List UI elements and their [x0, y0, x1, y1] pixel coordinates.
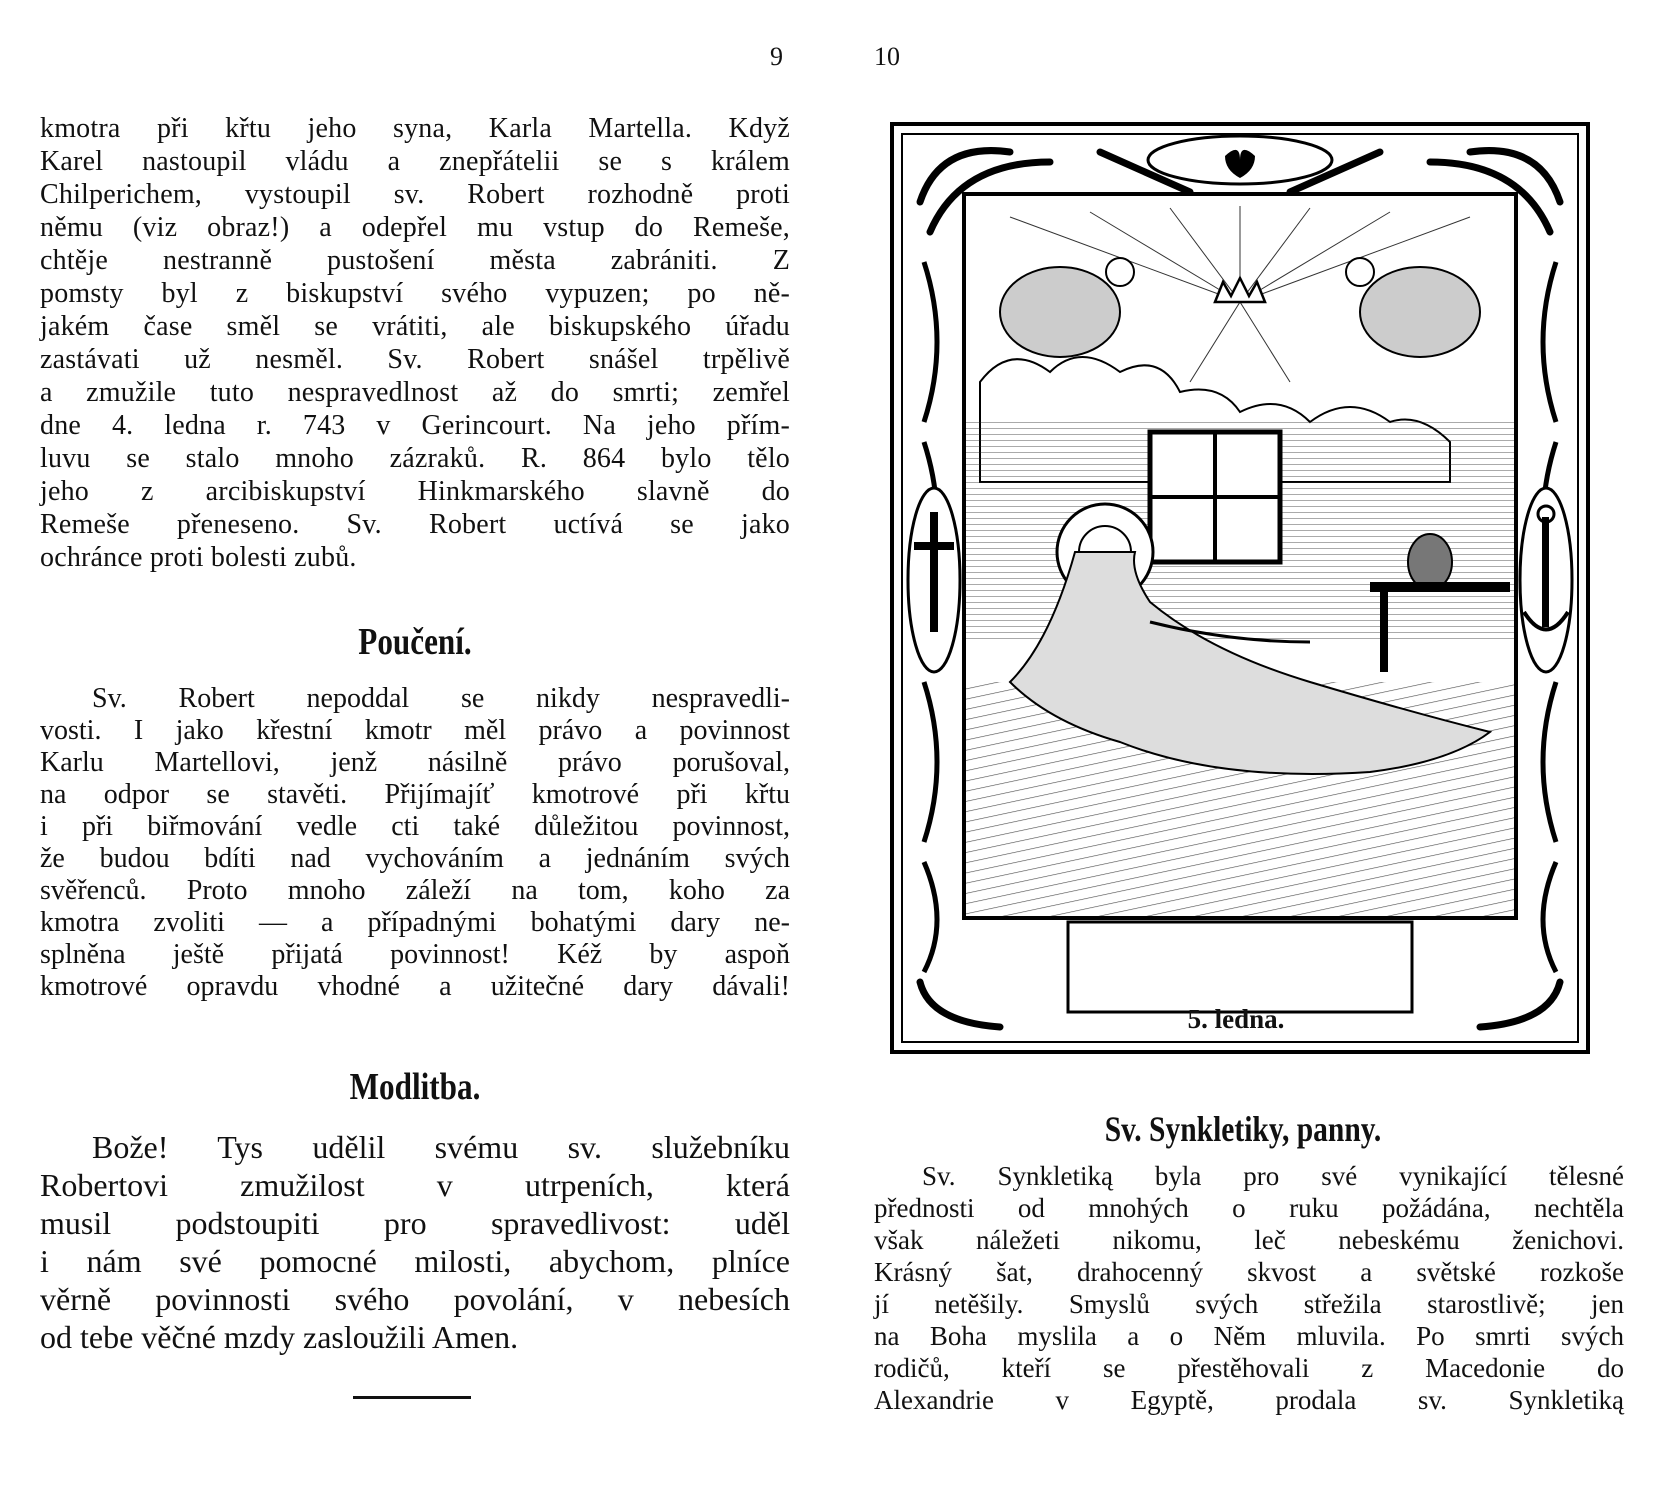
- saint-paragraph: [874, 1160, 1624, 1416]
- text-line: Sv. Robert nepoddal se nikdy nespravedli-: [92, 683, 790, 714]
- heading-instruction: Poučení.: [358, 621, 472, 663]
- page-number: 9: [770, 42, 783, 71]
- text-line: kmotrové opravdu vhodné a užitečné dary dávali!: [40, 971, 790, 1002]
- text-line: chtěje nestranně pustošení města zabrániti. Z: [40, 245, 790, 276]
- saint-synkletika-engraving-icon: [890, 122, 1590, 1054]
- text-line: Karel nastoupil vládu a znepřátelii se s králem: [40, 146, 790, 177]
- text-line: na Boha myslila a o Něm mluvila. Po smrti svých: [874, 1321, 1624, 1351]
- story-paragraph: [40, 112, 790, 574]
- text-line: věrně povinnosti svého povolání, v nebesích: [40, 1281, 790, 1317]
- illustration-caption: 5. ledna.: [1187, 1004, 1285, 1034]
- text-line: pomsty byl z biskupství svého vypuzen; po ně-: [40, 278, 790, 309]
- text-line: jeho z arcibiskupství Hinkmarského slavně do: [40, 476, 790, 507]
- text-line: Robertovi zmužilost v utrpeních, která: [40, 1167, 790, 1203]
- text-line: kmotra zvoliti — a případnými bohatými dary ne-: [40, 907, 790, 938]
- text-line: Alexandrie v Egyptě, prodala sv. Synkletiką: [874, 1385, 1624, 1415]
- text-line: na odpor se stavěti. Přijímajíť kmotrové při křtu: [40, 779, 790, 810]
- text-line: dne 4. ledna r. 743 v Gerincourt. Na jeho přím-: [40, 410, 790, 441]
- page-number: 10: [874, 42, 900, 71]
- text-line: a zmužile tuto nespravedlnost až do smrti; zemřel: [40, 377, 790, 408]
- text-line: Karlu Martellovi, jenž násilně právo porušoval,: [40, 747, 790, 778]
- text-line: zastávati už nesměl. Sv. Robert snášel trpělivě: [40, 344, 790, 375]
- right-page: [828, 0, 1656, 1500]
- text-line: ochránce proti bolesti zubů.: [40, 542, 357, 573]
- text-line: že budou bdíti nad vychováním a jednáním svých: [40, 843, 790, 874]
- instruction-paragraph: [40, 683, 790, 1003]
- text-line: kmotra při křtu jeho syna, Karla Martella. Když: [40, 113, 790, 144]
- text-line: Sv. Synkletiką byla pro své vynikající tělesné: [922, 1161, 1624, 1191]
- text-line: Remeše přeneseno. Sv. Robert uctívá se jako: [40, 509, 790, 540]
- heading-prayer: Modlitba.: [349, 1066, 481, 1108]
- text-line: svěřenců. Proto mnoho záleží na tom, koho za: [40, 875, 790, 906]
- text-line: i při biřmování vedle cti také důležitou povinnost,: [40, 811, 790, 842]
- text-line: však náležeti nikomu, leč nebeskému ženichovi.: [874, 1225, 1624, 1255]
- text-line: musil podstoupiti pro spravedlivost: uděl: [40, 1205, 790, 1241]
- heading-saint: Sv. Synkletiky, panny.: [1104, 1109, 1382, 1149]
- text-line: Chilperichem, vystoupil sv. Robert rozhodně proti: [40, 179, 790, 210]
- text-line: rodičů, kteří se přestěhovali z Macedonie do: [874, 1353, 1624, 1383]
- end-rule: [353, 1396, 471, 1399]
- text-line: jakém čase směl se vrátiti, ale biskupského úřadu: [40, 311, 790, 342]
- text-line: i nám své pomocné milosti, abychom, plníce: [40, 1243, 790, 1279]
- text-line: od tebe věčné mzdy zasloužili Amen.: [40, 1319, 519, 1355]
- text-line: vosti. I jako křestní kmotr měl právo a povinnost: [40, 715, 790, 746]
- text-line: Krásný šat, drahocenný skvost a světské rozkoše: [874, 1257, 1624, 1287]
- text-line: jí netěšily. Smyslů svých střežila starostlivě; jen: [874, 1289, 1624, 1319]
- text-line: přednosti od mnohých o ruku požádána, nechtěla: [874, 1193, 1624, 1223]
- text-line: Bože! Tys udělil svému sv. služebníku: [92, 1129, 790, 1165]
- text-line: němu (viz obraz!) a odepřel mu vstup do Remeše,: [40, 212, 790, 243]
- text-line: luvu se stalo mnoho zázraků. R. 864 bylo tělo: [40, 443, 790, 474]
- text-line: splněna ještě přijatá povinnost! Kéž by aspoň: [40, 939, 790, 970]
- prayer-paragraph: [40, 1128, 790, 1356]
